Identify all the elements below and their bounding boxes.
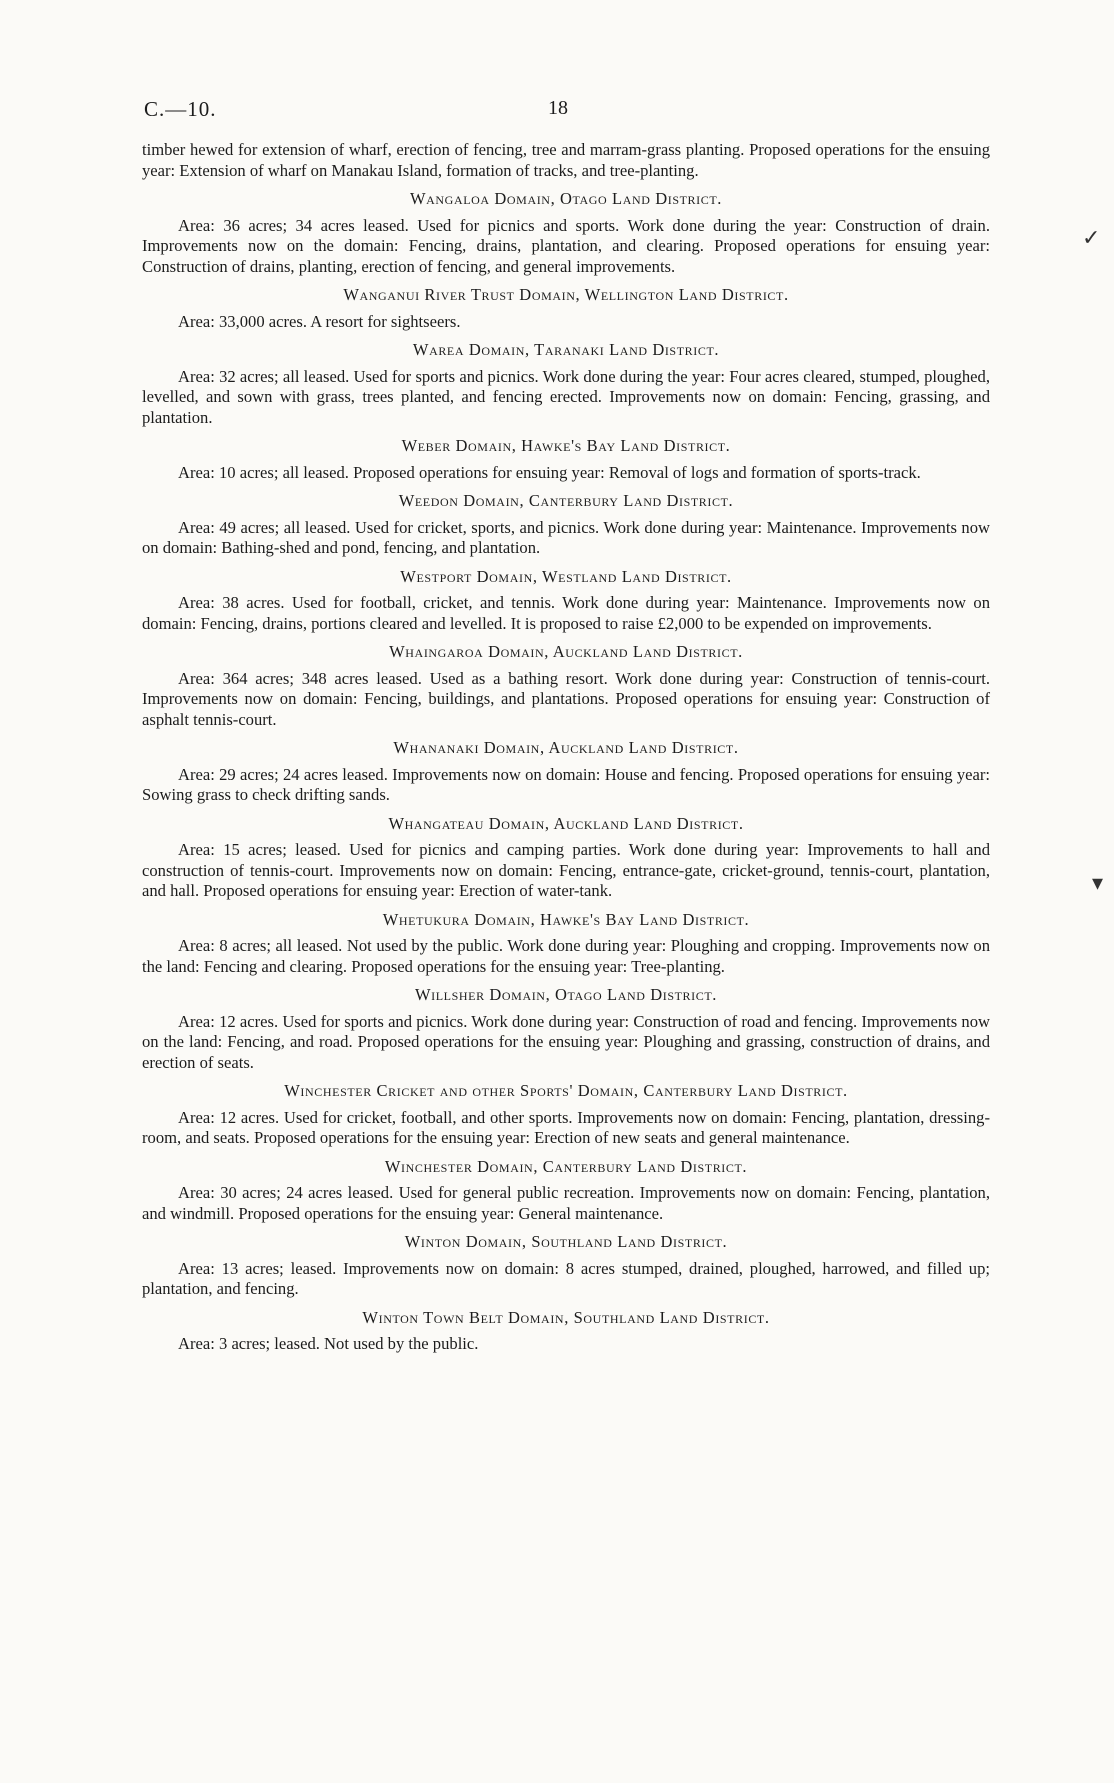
section-text: Area: 30 acres; 24 acres leased. Used for general public recreation. Improvements now on domain: Fencing, plantation, and windmill. Proposed operations for the ensuing year: General maintenance. xyxy=(142,1183,990,1223)
section-heading: Weedon Domain, Canterbury Land District. xyxy=(398,491,734,510)
section-heading: Winton Town Belt Domain, Southland Land District. xyxy=(362,1307,770,1327)
section-text: Area: 13 acres; leased. Improvements now on domain: 8 acres stumped, drained, ploughed, harrowed, and filled up; plantation, and fencing. xyxy=(142,1258,990,1298)
section-heading: Winton Domain, Southland Land District. xyxy=(404,1232,728,1251)
section-heading: Winchester Cricket and other Sports' Domain, Canterbury Land District. xyxy=(284,1081,848,1100)
section-text: Area: 36 acres; 34 acres leased. Used for picnics and sports. Work done during the year: Construction of drain. Improvements now on the domain: Fencing, drains, plantation, and clearing. Proposed operations for ensuing year: Construction of drains, planting, erection of fencing, and general improvements. xyxy=(142,215,990,276)
section-text: Area: 10 acres; all leased. Proposed operations for ensuing year: Removal of logs and formation of sports-track. xyxy=(178,462,921,482)
section-text: Area: 12 acres. Used for cricket, football, and other sports. Improvements now on domain: Fencing, plantation, dressing-room, and seats. Proposed operations for the ensuing year: Erection of new seats and general maintenance. xyxy=(142,1107,990,1147)
margin-mark-icon: ✓ xyxy=(1082,225,1101,250)
section-heading: Weber Domain, Hawke's Bay Land District. xyxy=(401,436,731,455)
section-text: Area: 49 acres; all leased. Used for cricket, sports, and picnics. Work done during year: Maintenance. Improvements now on domain: Bathing-shed and pond, fencing, and plantation. xyxy=(142,517,990,557)
section-heading: Warea Domain, Taranaki Land District. xyxy=(412,340,720,359)
section-text: Area: 29 acres; 24 acres leased. Improvements now on domain: House and fencing. Proposed operations for ensuing year: Sowing grass to check drifting sands. xyxy=(142,764,990,804)
margin-mark-icon: ▾ xyxy=(1092,870,1104,895)
intro-paragraph: timber hewed for extension of wharf, erection of fencing, tree and marram-grass planting. Proposed operations for the ensuing year: Extension of wharf on Manakau Island, formation of tracks, and tree-planting. xyxy=(142,140,990,180)
section-text: Area: 15 acres; leased. Used for picnics and camping parties. Work done during year: Improvements to hall and construction of tennis-court. Improvements now on domain: Fencing, entrance-gate, cricket-ground, tennis-court, plantation, and hall. Proposed operations for ensuing year: Erection of water-tank. xyxy=(142,840,990,900)
section-heading: Willsher Domain, Otago Land District. xyxy=(414,985,718,1004)
section-heading: Wangaloa Domain, Otago Land District. xyxy=(409,189,723,208)
section-heading: Winchester Domain, Canterbury Land District. xyxy=(384,1156,748,1176)
section-heading: Whananaki Domain, Auckland Land District. xyxy=(393,738,739,757)
section-heading: Whangateau Domain, Auckland Land District. xyxy=(388,813,744,833)
section-text: Area: 12 acres. Used for sports and picnics. Work done during year: Construction of road and fencing. Improvements now on the land: Fencing, and road. Proposed operations for the ensuing year: Ploughing and grassing, construction of drains, and erection of seats. xyxy=(142,1011,990,1072)
section-text: Area: 33,000 acres. A resort for sightseers. xyxy=(178,311,461,331)
document-reference: C.—10. xyxy=(144,97,217,121)
page-number: 18 xyxy=(548,97,568,119)
section-heading: Whaingaroa Domain, Auckland Land District. xyxy=(389,642,743,661)
section-text: Area: 8 acres; all leased. Not used by the public. Work done during year: Ploughing and cropping. Improvements now on the land: Fencing and clearing. Proposed operations for the ensuing year: Tree-planting. xyxy=(142,936,990,976)
section-heading: Westport Domain, Westland Land District. xyxy=(400,566,732,586)
section-text: Area: 38 acres. Used for football, cricket, and tennis. Work done during year: Maintenance. Improvements now on domain: Fencing, drains, portions cleared and levelled. It is proposed to raise £2,000 to be expended on improvements. xyxy=(142,593,990,633)
section-heading: Wanganui River Trust Domain, Wellington Land District. xyxy=(343,285,789,304)
section-text: Area: 32 acres; all leased. Used for sports and picnics. Work done during the year: Four acres cleared, stumped, ploughed, levelled, and sown with grass, trees planted, and fencing erected. Improvements now on domain: Fencing, grassing, and plantation. xyxy=(142,366,990,427)
document-body xyxy=(142,140,990,1355)
section-text: Area: 3 acres; leased. Not used by the public. xyxy=(178,1334,479,1353)
section-heading: Whetukura Domain, Hawke's Bay Land District. xyxy=(382,909,750,929)
section-text: Area: 364 acres; 348 acres leased. Used as a bathing resort. Work done during year: Construction of tennis-court. Improvements now on domain: Fencing, buildings, and plantations. Proposed operations for ensuing year: Construction of asphalt tennis-court. xyxy=(142,668,990,729)
